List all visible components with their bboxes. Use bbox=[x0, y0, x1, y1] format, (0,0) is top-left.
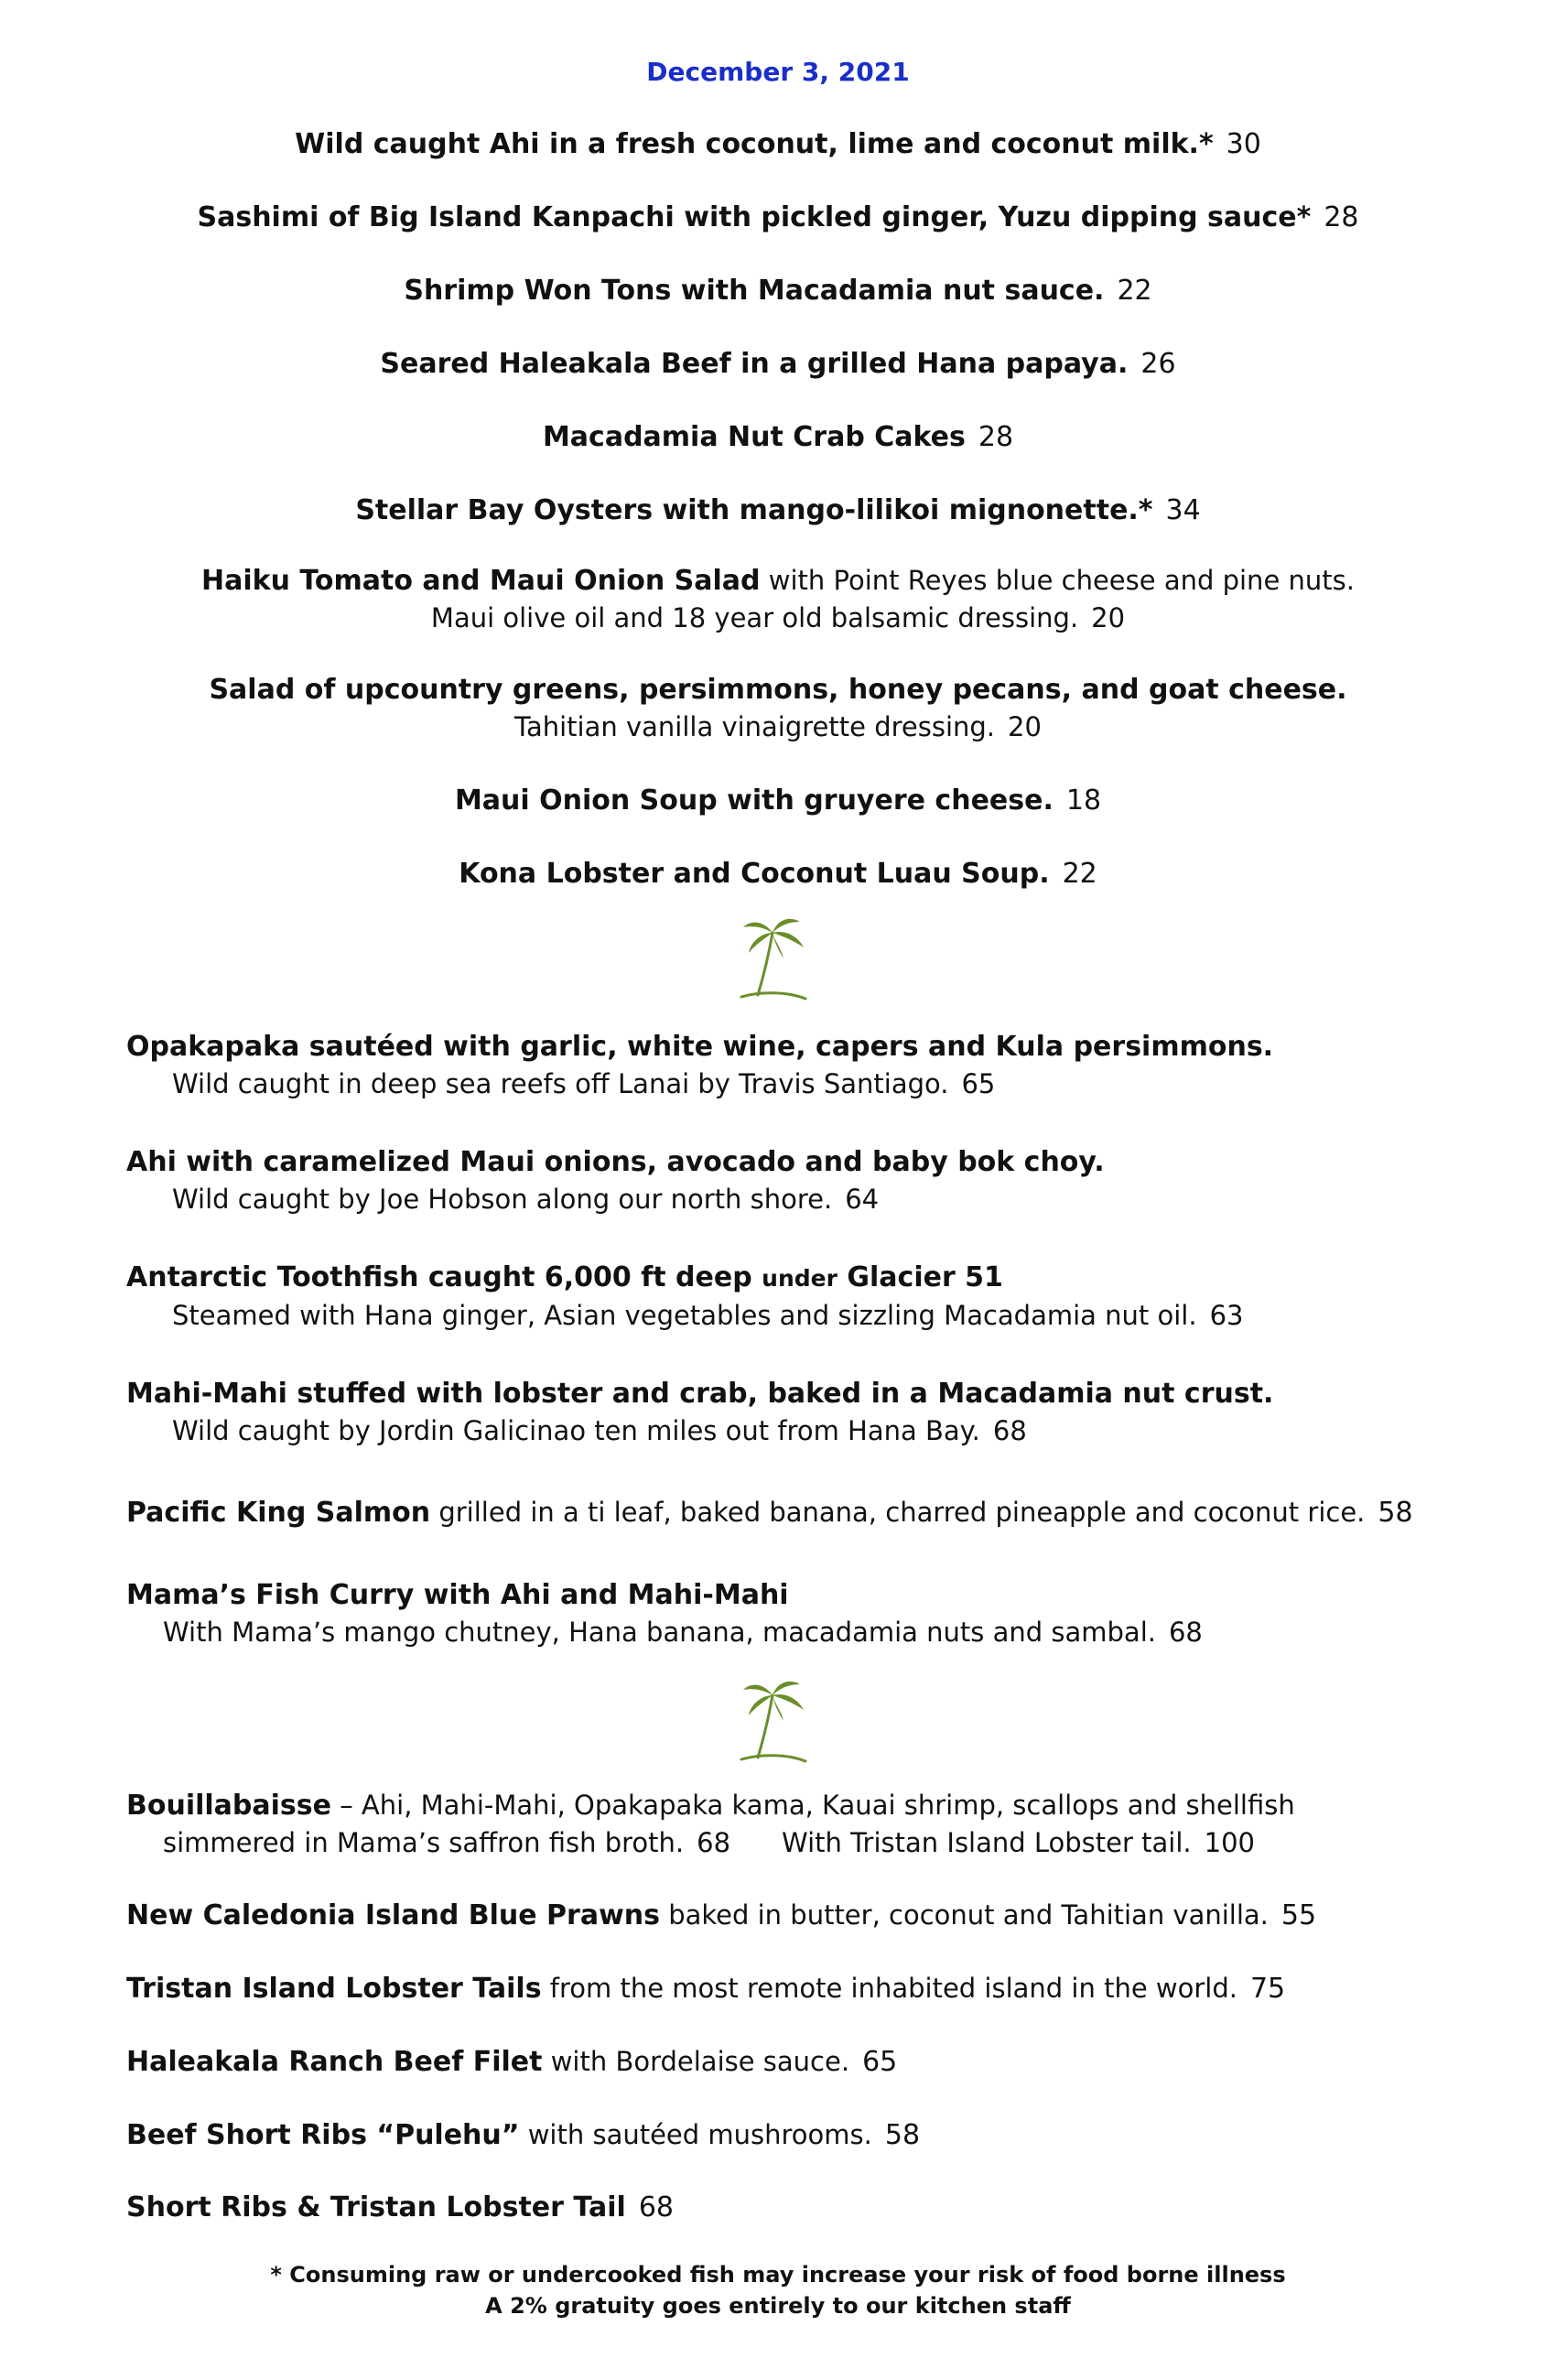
item-price: 28 bbox=[1324, 201, 1359, 233]
menu-item bbox=[126, 1787, 1499, 1861]
item-desc: Tahitian vanilla vinaigrette dressing. bbox=[514, 711, 996, 742]
item-name: Opakapaka sautéed with garlic, white wine, capers and Kula persimmons. bbox=[126, 1031, 1274, 1063]
menu-item bbox=[0, 346, 1556, 383]
menu-date: December 3, 2021 bbox=[646, 57, 910, 87]
item-name: New Caledonia Island Blue Prawns bbox=[126, 1899, 660, 1931]
item-name: Salad of upcountry greens, persimmons, honey pecans, and goat cheese. bbox=[209, 674, 1347, 706]
menu-item bbox=[126, 1029, 1499, 1102]
item-name: Macadamia Nut Crab Cakes bbox=[542, 421, 966, 453]
item-name: Sashimi of Big Island Kanpachi with pickled ginger, Yuzu dipping sauce* bbox=[197, 201, 1312, 233]
item-desc: from the most remote inhabited island in the world. bbox=[541, 1973, 1237, 2004]
menu-item bbox=[126, 2190, 1499, 2226]
item-name: Wild caught Ahi in a fresh coconut, lime and coconut milk.* bbox=[295, 128, 1214, 160]
item-price: 55 bbox=[1280, 1899, 1317, 1931]
item-name: Short Ribs & Tristan Lobster Tail bbox=[126, 2191, 626, 2223]
item-desc: Maui olive oil and 18 year old balsamic dressing. bbox=[430, 602, 1079, 633]
menu-item bbox=[0, 672, 1556, 745]
item-desc: Wild caught by Jordin Galicinao ten miles out from Hana Bay. bbox=[172, 1415, 980, 1446]
item-desc: baked in butter, coconut and Tahitian vanilla. bbox=[660, 1899, 1269, 1931]
menu-item bbox=[126, 1897, 1499, 1934]
item-desc: grilled in a ti leaf, baked banana, charred pineapple and coconut rice. bbox=[430, 1497, 1366, 1528]
item-desc: Steamed with Hana ginger, Asian vegetables and sizzling Macadamia nut oil. bbox=[172, 1300, 1197, 1331]
menu-item bbox=[0, 492, 1556, 529]
item-name: Shrimp Won Tons with Macadamia nut sauce. bbox=[404, 275, 1105, 307]
menu-item bbox=[126, 2116, 1499, 2154]
palm-tree-icon bbox=[732, 1675, 815, 1767]
item-name: Kona Lobster and Coconut Luau Soup. bbox=[459, 858, 1050, 890]
item-price: 34 bbox=[1165, 494, 1201, 526]
item-price: 22 bbox=[1117, 275, 1152, 307]
item-name: Pacific King Salmon bbox=[126, 1497, 431, 1529]
menu-item bbox=[0, 273, 1556, 309]
menu-item bbox=[126, 1577, 1499, 1650]
item-name: Mama’s Fish Curry with Ahi and Mahi-Mahi bbox=[126, 1579, 789, 1611]
item-name: Beef Short Ribs “Pulehu” bbox=[126, 2119, 520, 2151]
item-price: 65 bbox=[862, 2046, 898, 2078]
menu-item bbox=[126, 1970, 1499, 2007]
menu-item bbox=[0, 562, 1556, 636]
menu-item bbox=[0, 856, 1556, 892]
item-desc: with sautéed mushrooms. bbox=[519, 2119, 872, 2150]
item-name: Tristan Island Lobster Tails bbox=[126, 1973, 542, 2005]
item-price: 26 bbox=[1140, 348, 1176, 380]
menu-item bbox=[0, 419, 1556, 456]
item-price: 75 bbox=[1249, 1973, 1286, 2005]
menu-item bbox=[126, 1376, 1499, 1449]
item-name: Antarctic Toothfish caught 6,000 ft deep bbox=[126, 1261, 762, 1293]
item-desc: – Ahi, Mahi-Mahi, Opakapaka kama, Kauai shrimp, scallops and shellfish bbox=[331, 1790, 1295, 1821]
item-extra-price: 100 bbox=[1204, 1827, 1255, 1858]
item-price: 20 bbox=[1008, 711, 1042, 742]
item-price: 63 bbox=[1209, 1300, 1244, 1331]
item-name: Bouillabaisse bbox=[126, 1790, 331, 1822]
item-price: 68 bbox=[638, 2191, 674, 2223]
item-desc: Wild caught by Joe Hobson along our north shore. bbox=[172, 1184, 833, 1215]
item-name: Mahi-Mahi stuffed with lobster and crab, baked in a Macadamia nut crust. bbox=[126, 1378, 1274, 1410]
item-desc: with Point Reyes blue cheese and pine nuts. bbox=[760, 565, 1355, 596]
item-desc: Wild caught in deep sea reefs off Lanai by Travis Santiago. bbox=[172, 1068, 949, 1099]
item-price: 22 bbox=[1062, 858, 1097, 890]
item-price: 58 bbox=[1378, 1497, 1413, 1529]
menu-item bbox=[126, 2043, 1499, 2081]
item-price: 68 bbox=[1168, 1617, 1203, 1648]
item-price: 18 bbox=[1065, 784, 1102, 817]
item-name: Haiku Tomato and Maui Onion Salad bbox=[201, 565, 761, 597]
item-name: Ahi with caramelized Maui onions, avocado and baby bok choy. bbox=[126, 1146, 1105, 1178]
item-desc: With Mama’s mango chutney, Hana banana, macadamia nuts and sambal. bbox=[163, 1617, 1156, 1648]
menu-item bbox=[0, 783, 1556, 819]
menu-item bbox=[126, 1494, 1499, 1531]
menu-item bbox=[126, 1260, 1499, 1334]
item-name: Haleakala Ranch Beef Filet bbox=[126, 2046, 543, 2078]
item-name: Stellar Bay Oysters with mango-lilikoi mignonette.* bbox=[355, 494, 1153, 526]
item-price: 68 bbox=[697, 1827, 731, 1858]
footer-gratuity: A 2% gratuity goes entirely to our kitchen staff bbox=[485, 2293, 1071, 2319]
item-desc: with Bordelaise sauce. bbox=[542, 2046, 850, 2077]
menu-item bbox=[0, 126, 1556, 163]
item-name: Seared Haleakala Beef in a grilled Hana papaya. bbox=[380, 348, 1129, 380]
item-extra: With Tristan Island Lobster tail. bbox=[782, 1827, 1192, 1858]
item-name: Maui Onion Soup with gruyere cheese. bbox=[454, 784, 1054, 817]
item-price: 65 bbox=[961, 1068, 996, 1099]
menu-item bbox=[126, 1144, 1499, 1217]
item-name-end: Glacier 51 bbox=[837, 1261, 1003, 1293]
palm-tree-icon bbox=[732, 913, 815, 1004]
menu-item bbox=[0, 200, 1556, 236]
item-name-small: under bbox=[762, 1265, 837, 1292]
footer-note: * Consuming raw or undercooked fish may increase your risk of food borne illness bbox=[270, 2262, 1286, 2288]
item-desc: simmered in Mama’s saffron fish broth. bbox=[163, 1827, 685, 1858]
item-price: 58 bbox=[884, 2119, 921, 2151]
item-price: 64 bbox=[845, 1184, 880, 1215]
item-price: 20 bbox=[1091, 602, 1126, 633]
item-price: 30 bbox=[1226, 128, 1261, 160]
item-price: 28 bbox=[978, 421, 1014, 453]
item-price: 68 bbox=[992, 1415, 1027, 1446]
